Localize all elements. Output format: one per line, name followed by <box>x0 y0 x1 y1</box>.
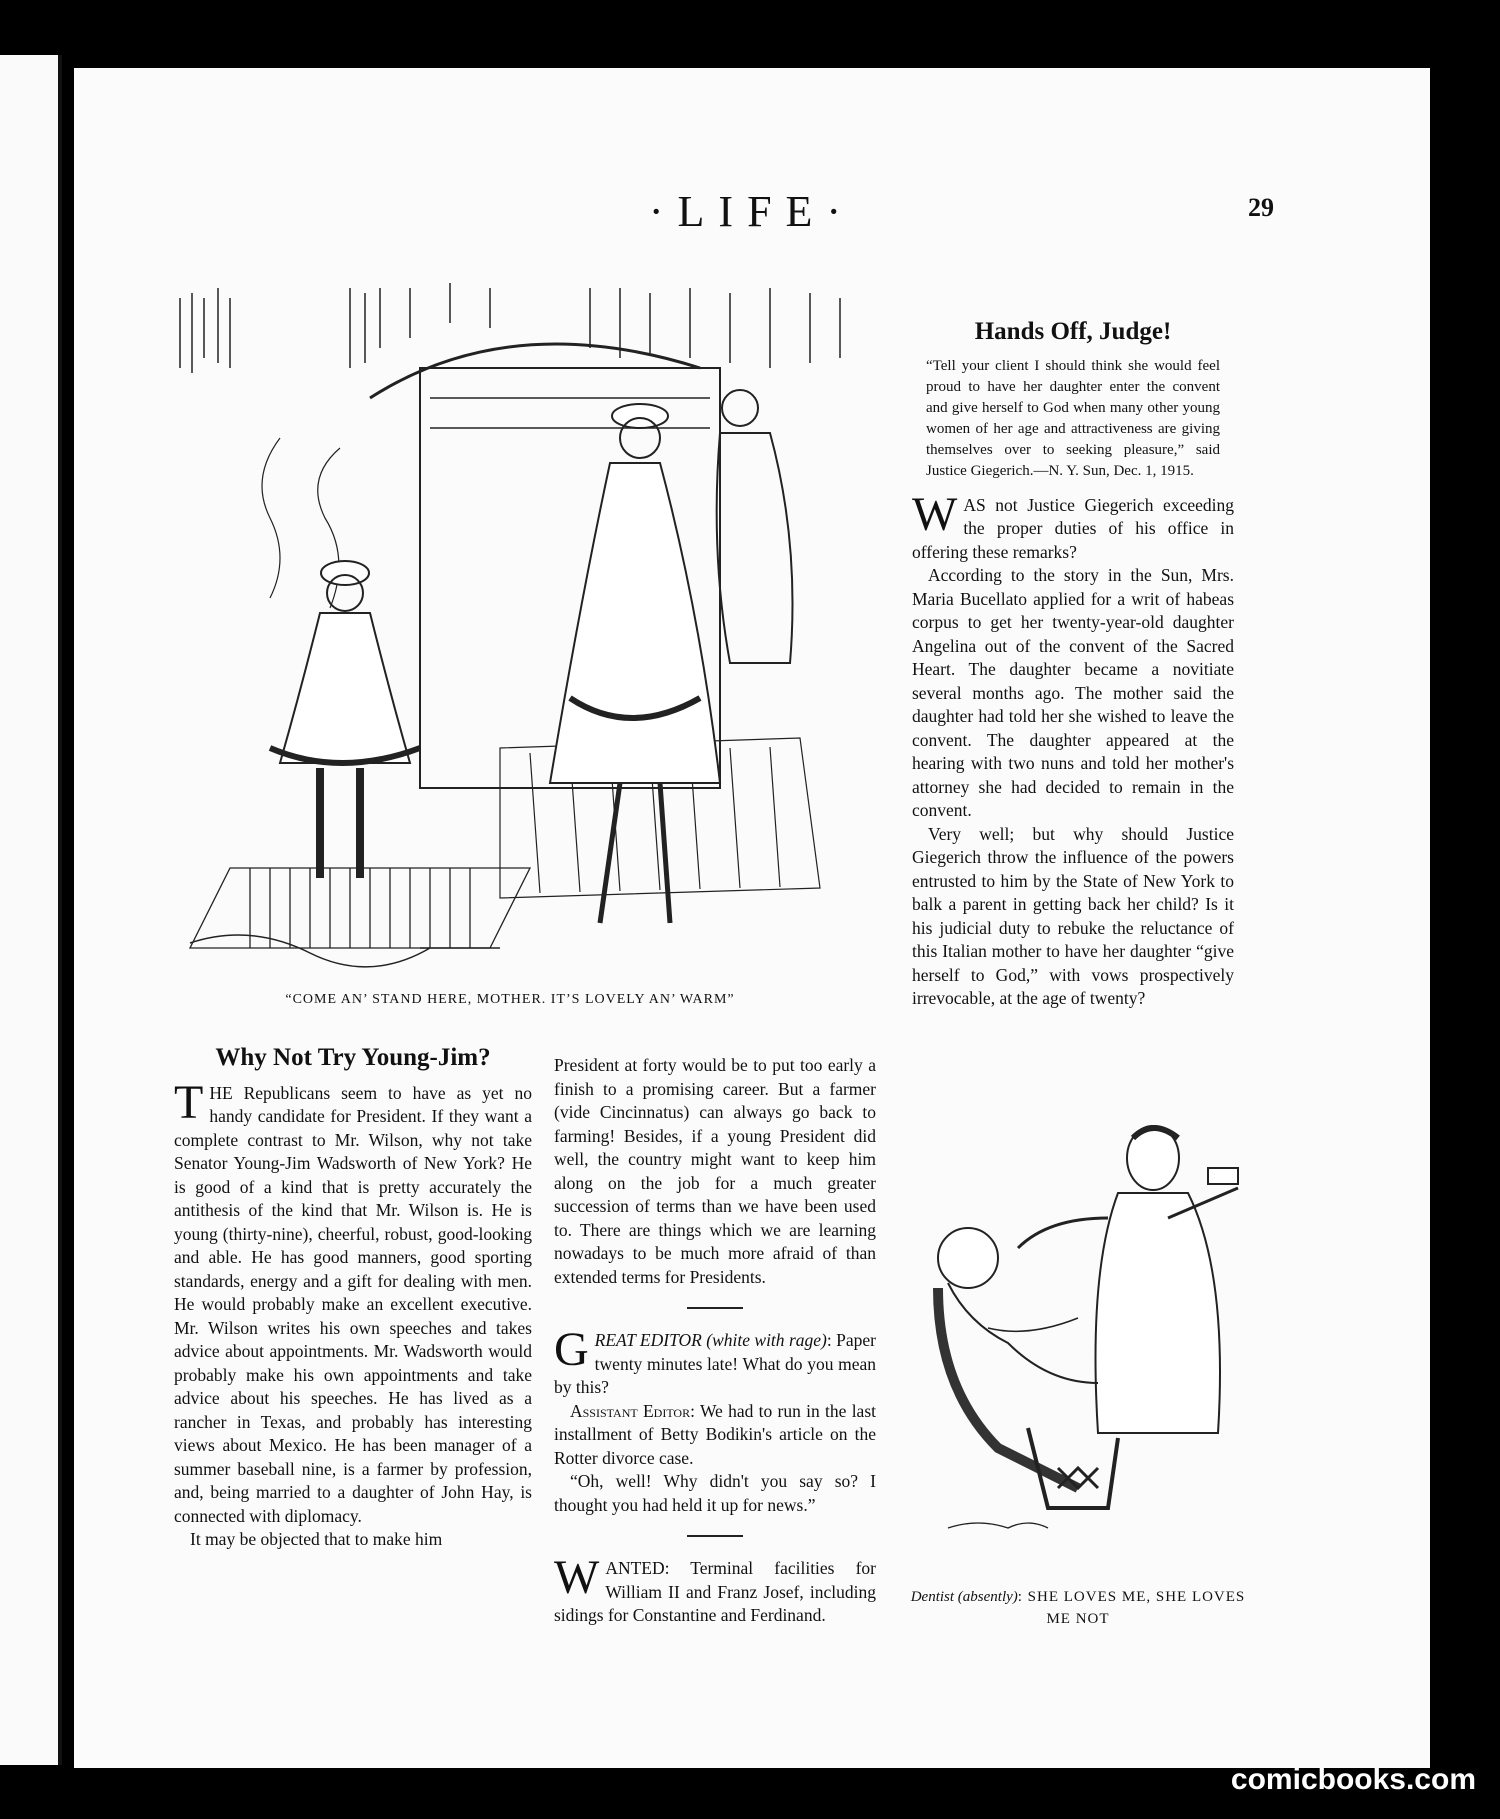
paragraph: According to the story in the Sun, Mrs. Maria Bucellato applied for a writ of habeas corpus to get her twenty-year-old daughter Angelina out of the convent of the Sacred Heart. The daughter became a novitiate several months ago. The mother said the daughter had told her she wished to leave the convent. The daughter appeared at the hearing with two nuns and told her mother's attorney she had decided to remain in the convent. <box>912 565 1234 820</box>
paragraph: Very well; but why should Justice Giegerich throw the influence of the powers entrusted to him by the State of New York to balk a parent in getting back her child? Is it his judicial duty to rebuke the reluctance of this Italian mother to have her daughter “give herself to God,” with vows prospectively irrevocable, at the age of twenty? <box>912 823 1234 1008</box>
drop-cap: G <box>554 1323 589 1376</box>
reply-line: “Oh, well! Why didn't you say so? I thought you had held it up for news.” <box>554 1471 876 1515</box>
masthead-title: ·LIFE· <box>648 187 856 236</box>
article-title: Hands Off, Judge! <box>974 318 1172 345</box>
section-divider <box>687 1307 743 1309</box>
paragraph: It may be objected that to make him <box>190 1529 443 1549</box>
editor-heading: REAT EDITOR (white with rage) <box>594 1330 827 1350</box>
editor-line: : Paper twenty minutes late! What do you mean by this? <box>554 1330 876 1397</box>
section-divider <box>687 1535 743 1537</box>
caption-text: : SHE LOVES ME, SHE LOVES ME NOT <box>1017 1589 1246 1627</box>
paragraph-continuation: President at forty would be to put too early a finish to a promising career. But a farmer (vide Cincinnatus) can always go back to farming! Besides, if a young President did well, the country might want to keep him along on the job for a much greater succession of terms than we have been used to. There are things which we are learning nowadays to be much more afraid of than extended terms for Presidents. <box>554 1055 876 1287</box>
assistant-line: We had to run in the last installment of Betty Bodikin's article on the Rotter divorce case. <box>554 1400 876 1468</box>
article-hands-off-judge <box>912 320 1234 1011</box>
middle-column <box>554 1054 876 1628</box>
magazine-page <box>74 68 1430 1768</box>
quoted-statement: “Tell your client I should think she would feel proud to have her daughter enter the convent and give herself to God when many other young women of her age and attractiveness are giving themselves over to seeking pleasure,” said Justice Giegerich.—N. Y. Sun, Dec. 1, 1915. <box>926 357 1220 479</box>
paragraph: HE Republicans seem to have as yet no handy candidate for President. If they want a complete contrast to Mr. Wilson, why not take Senator Young-Jim Wadsworth of New York? He is good of a kind that is pretty accurately the antithesis of the kind that Mr. Wilson is. He is young (thirty-nine), cheerful, robust, good-looking and able. He has good manners, good sporting standards, energy and a gift for dealing with men. He would probably make an excellent executive. Mr. Wilson writes his own speeches and takes advice about appointments. Mr. Wadsworth would probably make his own appointments and take advice about his speeches. He has lived as a rancher in Texas, and probably has interesting views about Mexico. He has been manager of a summer baseball nine, is a farmer by profession, and, being married to a daughter of John Hay, is connected with diplomacy. <box>174 1082 532 1526</box>
bottom-illustration-caption <box>908 1586 1248 1630</box>
previous-page-edge <box>0 55 62 1765</box>
drop-cap: T <box>174 1075 204 1129</box>
street-scene-illustration <box>170 268 850 968</box>
wanted-text: ANTED: Terminal facilities for William II and Franz Josef, including sidings for Constantine and Ferdinand. <box>554 1558 876 1625</box>
article-title: Why Not Try Young-Jim? <box>215 1044 491 1071</box>
dentist-illustration <box>908 1108 1248 1568</box>
drop-cap: W <box>554 1551 600 1604</box>
caption-speaker: Dentist (absently) <box>910 1589 1018 1605</box>
watermark: comicbooks.com <box>1230 1763 1476 1796</box>
paragraph: AS not Justice Giegerich exceeding the proper duties of his office in offering these remarks? <box>912 494 1234 562</box>
top-illustration-caption: “COME AN’ STAND HERE, MOTHER. IT’S LOVELY AN’ WARM” <box>285 992 735 1007</box>
drop-cap: W <box>912 487 958 541</box>
article-young-jim <box>174 1046 532 1552</box>
page-number: 29 <box>1248 193 1274 222</box>
assistant-label: Assistant Editor: <box>570 1400 695 1421</box>
